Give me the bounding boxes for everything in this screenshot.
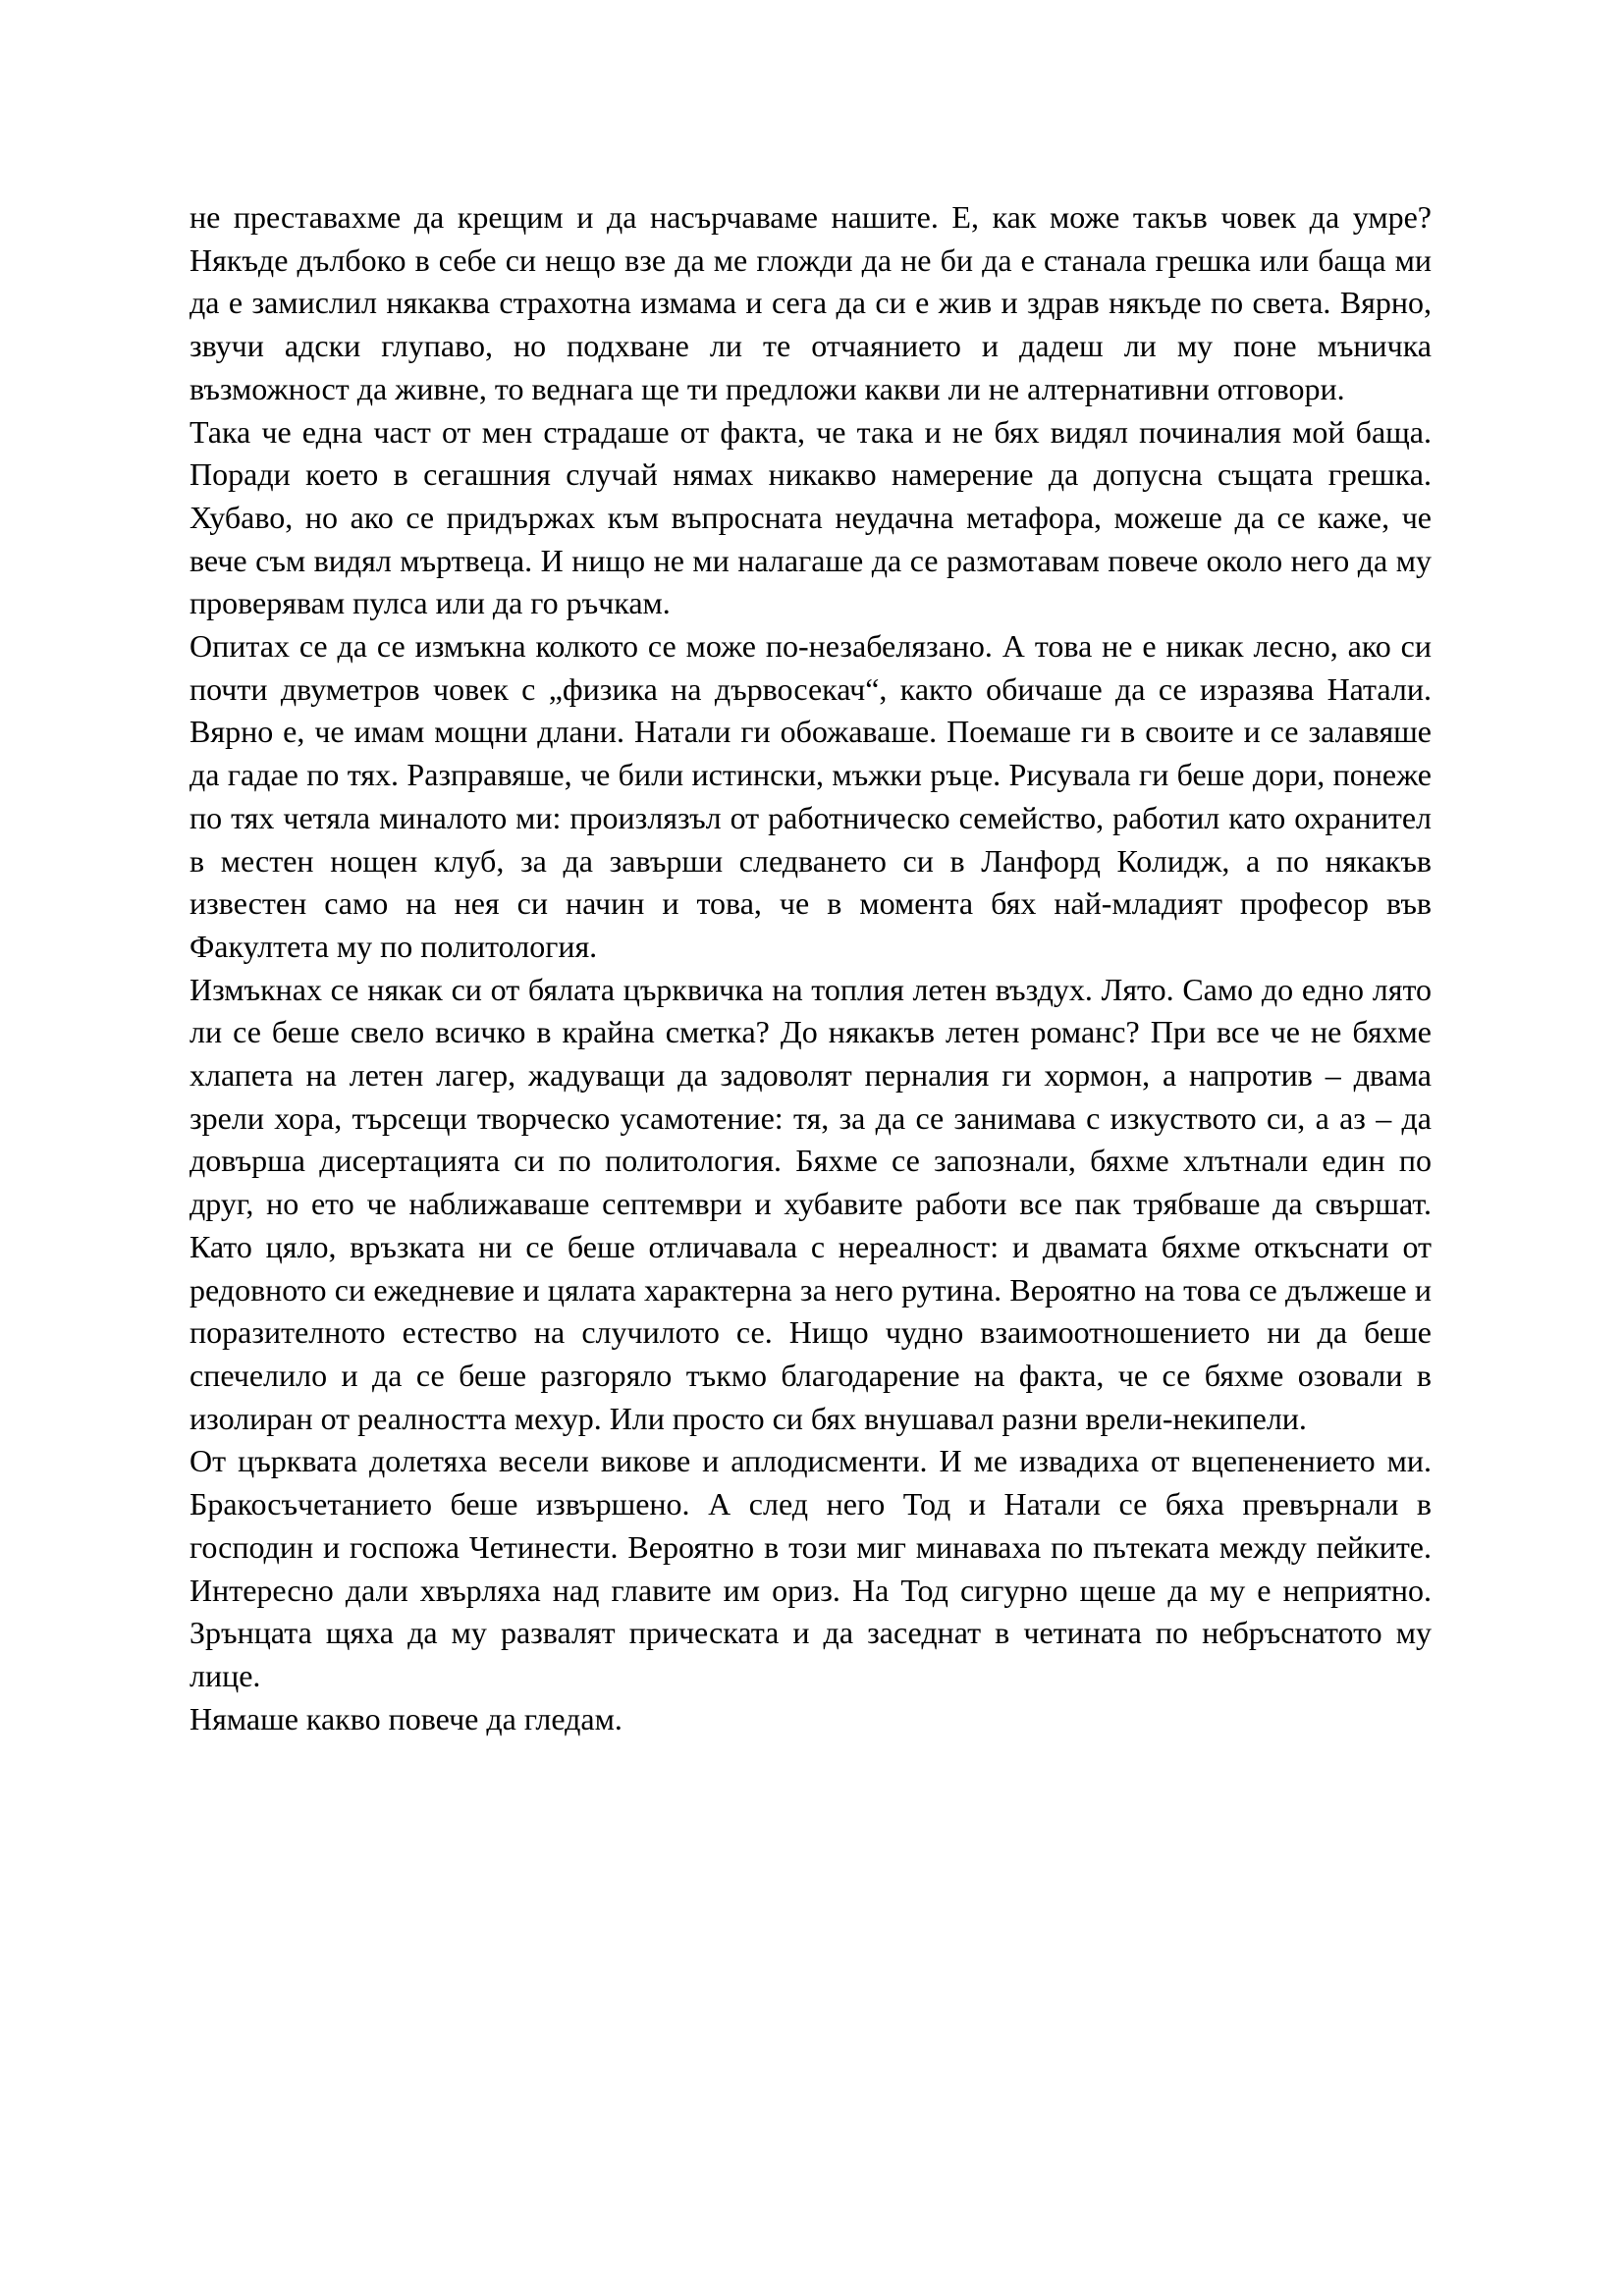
paragraph-2: Така че една част от мен страдаше от факта, че така и не бях видял починалия мой баща. Поради което в сегашния случай нямах никакво намерение да допусна същата грешка. Хубаво, но ако се придържах към въпросната неудачна метафора, можеше да се каже, че вече съм видял мъртвеца. И нищо не ми налагаше да се размотавам повече около него да му проверявам пулса или да го ръчкам.: [189, 413, 1432, 621]
paragraph-3: Опитах се да се измъкна колкото се може по-незабелязано. А това не е никак лесно, ако си почти двуметров човек с „физика на дървосекач“, както обичаше да се изразява Натали. Вярно е, че имам мощни длани. Натали ги обожаваше. Поемаше ги в своите и се залавяше да гадае по тях. Разправяше, че били истински, мъжки ръце. Рисувала ги беше дори, понеже по тях четяла миналото ми: произлязъл от работническо семейство, работил като охранител в местен нощен клуб, за да завърши следването си в Ланфорд Колидж, а по някакъв известен само на нея си начин и това, че в момента бях най-младият професор във Факултета му по политология.: [189, 628, 1432, 964]
paragraph-4: Измъкнах се някак си от бялата църквичка на топлия летен въздух. Лято. Само до едно лято ли се беше свело всичко в крайна сметка? До някакъв летен романс? При все че не бяхме хлапета на летен лагер, жадуващи да задоволят перналия ги хормон, а напротив – двама зрели хора, търсещи творческо усамотение: тя, за да се занимава с изкуството си, а аз – да довърша дисертацията си по политология. Бяхме се запознали, бяхме хлътнали един по друг, но ето че наближаваше септември и хубавите работи все пак трябваше да свършат. Като цяло, връзката ни се беше отличавала с нереалност: и двамата бяхме откъснати от редовното си ежедневие и цялата характерна за него рутина. Вероятно на това се дължеше и поразителното естество на случилото се. Нищо чудно взаимоотношението ни да беше спечелило и да се беше разгоряло тъкмо благодарение на факта, че се бяхме озовали в изолиран от реалността мехур. Или просто си бях внушавал разни врели-некипели.: [189, 971, 1432, 1436]
document-page: [189, 196, 1432, 1740]
paragraph-5: От църквата долетяха весели викове и аплодисменти. И ме извадиха от вцепенението ми. Бракосъчетанието беше извършено. А след него Тод и Натали се бяха превърнали в господин и госпожа Четинести. Вероятно в този миг минаваха по пътеката между пейките. Интересно дали хвърляха над главите им ориз. На Тод сигурно щеше да му е неприятно. Зрънцата щяха да му развалят прическата и да заседнат в четината по небръснатото му лице.: [189, 1443, 1432, 1693]
paragraph-6: Нямаше какво повече да гледам.: [189, 1700, 623, 1736]
paragraph-1: не преставахме да крещим и да насърчаваме нашите. Е, как може такъв човек да умре? Някъде дълбоко в себе си нещо взе да ме гложди да не би да е станала грешка или баща ми да е замислил някаква страхотна измама и сега да си е жив и здрав някъде по света. Вярно, звучи адски глупаво, но подхване ли те отчаянието и дадеш ли му поне мъничка възможност да живне, то веднага ще ти предложи какви ли не алтернативни отговори.: [189, 199, 1432, 406]
